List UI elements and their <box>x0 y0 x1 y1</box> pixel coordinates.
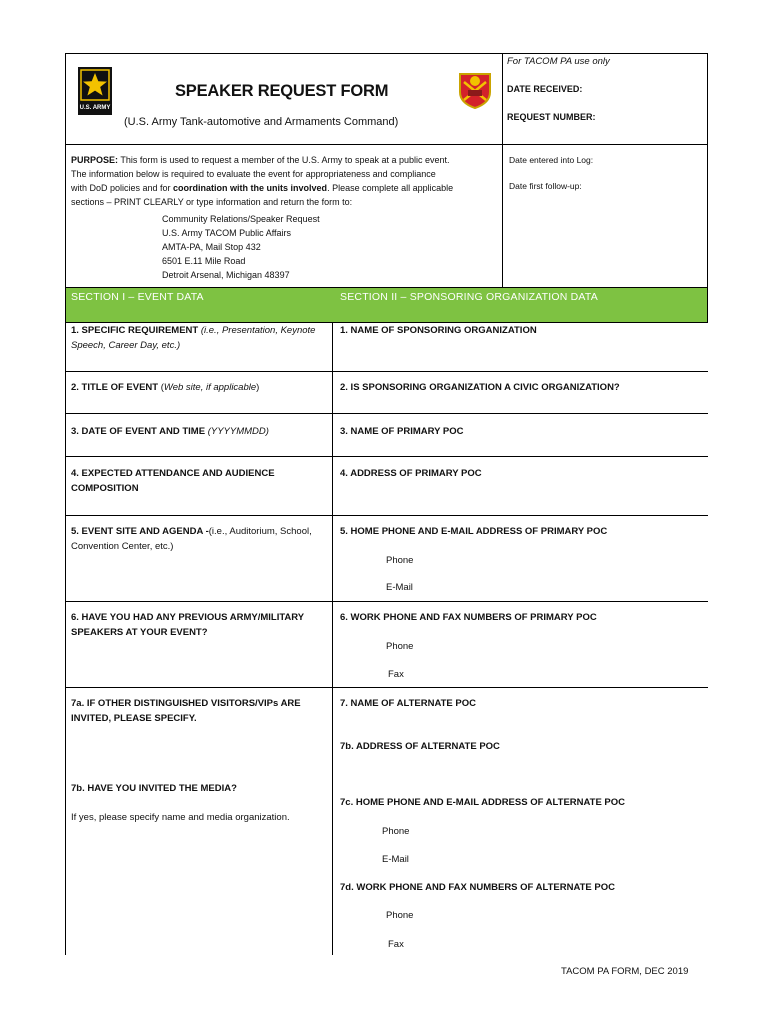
form-subtitle: (U.S. Army Tank-automotive and Armaments Command) <box>124 116 399 128</box>
army-star-icon <box>78 67 112 103</box>
tacom-crest-icon <box>456 70 494 110</box>
field-hint: Speech, Career Day, etc.) <box>71 340 181 351</box>
admin-box-rule <box>502 144 708 145</box>
purpose-text-1: This form is used to request a member of the U.S. Army to speak at a public event. <box>118 155 450 165</box>
phone-label: Phone <box>386 910 414 921</box>
section-2-title: SECTION II – SPONSORING ORGANIZATION DATA <box>340 291 598 303</box>
field-sponsoring-org-name[interactable]: 1. NAME OF SPONSORING ORGANIZATION <box>340 325 537 336</box>
field-primary-poc-address[interactable]: 4. ADDRESS OF PRIMARY POC <box>340 468 482 479</box>
field-specific-requirement[interactable] <box>71 323 315 338</box>
fax-label: Fax <box>388 939 404 950</box>
form-border-right <box>707 53 708 323</box>
field-civic-organization[interactable]: 2. IS SPONSORING ORGANIZATION A CIVIC ORGANIZATION? <box>340 382 620 393</box>
purpose-text-3a: with DoD policies and for <box>71 183 174 193</box>
army-logo <box>78 67 112 115</box>
field-previous-speakers[interactable]: 6. HAVE YOU HAD ANY PREVIOUS ARMY/MILITARY <box>71 612 305 623</box>
purpose-line-3 <box>71 181 453 196</box>
row-rule <box>65 601 708 602</box>
row-rule <box>65 413 708 414</box>
field-primary-home-contact[interactable]: 5. HOME PHONE AND E-MAIL ADDRESS OF PRIMARY POC <box>340 526 608 537</box>
date-followup-label: Date first follow-up: <box>509 181 582 191</box>
email-label: E-Mail <box>382 854 409 865</box>
tacom-crest <box>456 70 494 110</box>
phone-label: Phone <box>386 641 414 652</box>
field-label-cont: SPEAKERS AT YOUR EVENT? <box>71 627 208 638</box>
phone-label: Phone <box>382 826 410 837</box>
purpose-line-4: sections – PRINT CLEARLY or type information and return the form to: <box>71 197 353 207</box>
column-divider <box>332 287 333 955</box>
field-date-of-event[interactable] <box>71 424 269 439</box>
field-distinguished-visitors[interactable]: 7a. IF OTHER DISTINGUISHED VISITORS/VIPs ARE <box>71 698 301 709</box>
field-expected-attendance[interactable]: 4. EXPECTED ATTENDANCE AND AUDIENCE <box>71 468 275 479</box>
field-hint: (i.e., Auditorium, School, <box>208 526 312 537</box>
date-entered-label: Date entered into Log: <box>509 155 594 165</box>
purpose-text-3c: . Please complete all applicable <box>327 183 454 193</box>
field-hint: Convention Center, etc.) <box>71 541 174 552</box>
field-hint-paren-open: ( <box>158 382 164 393</box>
army-logo-text: U.S. ARMY <box>79 105 111 111</box>
admin-box-divider <box>502 53 503 287</box>
purpose-label: PURPOSE: <box>71 155 119 165</box>
field-label: 5. EVENT SITE AND AGENDA - <box>71 526 209 537</box>
purpose-line-1 <box>71 153 450 168</box>
field-label-cont: COMPOSITION <box>71 483 139 494</box>
address-line: AMTA-PA, Mail Stop 432 <box>162 242 261 252</box>
address-line: Community Relations/Speaker Request <box>162 214 320 224</box>
tacom-use-only-label: For TACOM PA use only <box>507 56 610 67</box>
field-label: 1. SPECIFIC REQUIREMENT <box>71 325 199 336</box>
field-alternate-home-contact[interactable]: 7c. HOME PHONE AND E-MAIL ADDRESS OF ALTERNATE POC <box>340 797 626 808</box>
field-hint: (YYYYMMDD) <box>205 426 269 437</box>
purpose-text-3b: coordination with the units involved <box>173 183 328 193</box>
date-received-label: DATE RECEIVED: <box>507 84 583 94</box>
form-footer: TACOM PA FORM, DEC 2019 <box>561 966 689 977</box>
field-alternate-poc-name[interactable]: 7. NAME OF ALTERNATE POC <box>340 698 476 709</box>
field-invited-media[interactable]: 7b. HAVE YOU INVITED THE MEDIA? <box>71 783 237 794</box>
form-title: SPEAKER REQUEST FORM <box>175 82 389 100</box>
purpose-line-2: The information below is required to evaluate the event for appropriateness and compliance <box>71 169 436 179</box>
field-event-site[interactable] <box>71 524 312 539</box>
field-alternate-poc-address[interactable]: 7b. ADDRESS OF ALTERNATE POC <box>340 741 500 752</box>
row-rule <box>65 371 708 372</box>
field-hint-paren-close: ) <box>256 382 260 393</box>
address-line: 6501 E.11 Mile Road <box>162 256 246 266</box>
field-hint: (i.e., Presentation, Keynote <box>198 325 316 336</box>
field-label: 3. DATE OF EVENT AND TIME <box>71 426 206 437</box>
phone-label: Phone <box>386 555 414 566</box>
field-label-cont: INVITED, PLEASE SPECIFY. <box>71 713 197 724</box>
field-title-of-event[interactable] <box>71 380 259 395</box>
field-media-note: If yes, please specify name and media organization. <box>71 812 290 823</box>
field-primary-work-contact[interactable]: 6. WORK PHONE AND FAX NUMBERS OF PRIMARY POC <box>340 612 597 623</box>
fax-label: Fax <box>388 669 404 680</box>
header-rule <box>65 144 502 145</box>
email-label: E-Mail <box>386 582 413 593</box>
section-1-title: SECTION I – EVENT DATA <box>71 291 204 303</box>
field-label: 2. TITLE OF EVENT <box>71 382 159 393</box>
row-rule <box>65 456 708 457</box>
address-line: U.S. Army TACOM Public Affairs <box>162 228 292 238</box>
row-rule <box>65 687 708 688</box>
request-number-label: REQUEST NUMBER: <box>507 112 596 122</box>
field-hint: Web site, if applicable <box>163 382 257 393</box>
field-alternate-work-contact[interactable]: 7d. WORK PHONE AND FAX NUMBERS OF ALTERNATE POC <box>340 882 615 893</box>
address-line: Detroit Arsenal, Michigan 48397 <box>162 270 290 280</box>
form-border-left <box>65 53 66 955</box>
field-primary-poc-name[interactable]: 3. NAME OF PRIMARY POC <box>340 426 464 437</box>
form-border-top <box>65 53 708 54</box>
row-rule <box>65 515 708 516</box>
